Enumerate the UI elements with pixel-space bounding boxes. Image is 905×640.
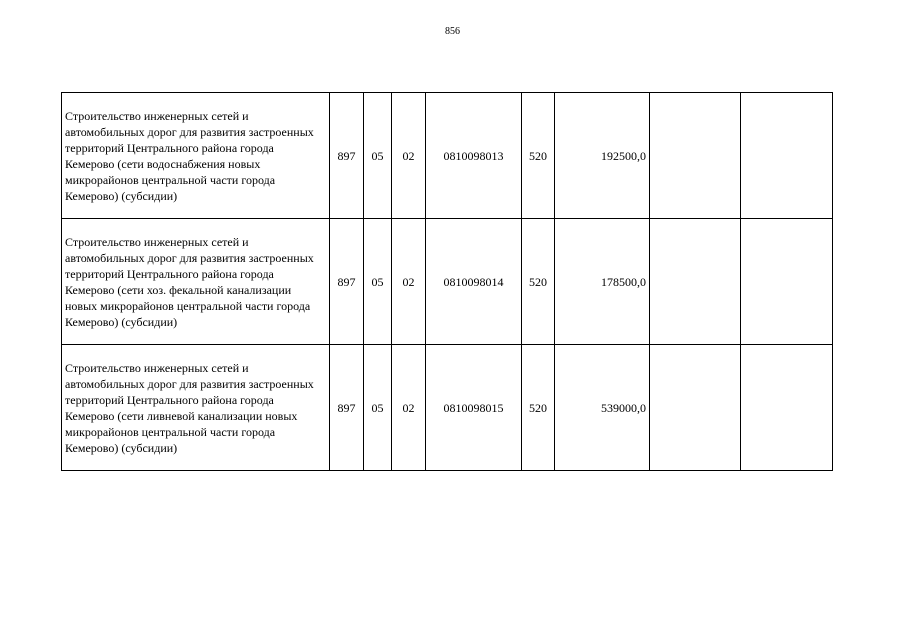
table-row [62, 345, 833, 471]
subsection-code-cell: 02 [392, 93, 426, 219]
row-name-cell: Строительство инженерных сетей и автомобильных дорог для развития застроенных территорий Центрального района города Кемерово (сети хоз. фекальной канализации новых микрорайонов центральной части города Кемерово) (субсидии) [62, 219, 330, 345]
empty-cell [650, 345, 741, 471]
table-row [62, 93, 833, 219]
target-article-cell: 0810098015 [426, 345, 522, 471]
empty-cell [741, 219, 833, 345]
target-article-cell: 0810098014 [426, 219, 522, 345]
expense-type-cell: 520 [522, 345, 555, 471]
section-code-cell: 05 [364, 93, 392, 219]
empty-cell [650, 219, 741, 345]
page-number: 856 [445, 26, 460, 37]
empty-cell [741, 93, 833, 219]
ministry-code-cell: 897 [330, 345, 364, 471]
subsection-code-cell: 02 [392, 219, 426, 345]
amount-cell: 192500,0 [555, 93, 650, 219]
amount-cell: 178500,0 [555, 219, 650, 345]
amount-cell: 539000,0 [555, 345, 650, 471]
empty-cell [741, 345, 833, 471]
ministry-code-cell: 897 [330, 93, 364, 219]
empty-cell [650, 93, 741, 219]
table-row [62, 219, 833, 345]
row-name-cell: Строительство инженерных сетей и автомобильных дорог для развития застроенных территорий Центрального района города Кемерово (сети ливневой канализации новых микрорайонов центральной части города Кемерово) (субсидии) [62, 345, 330, 471]
section-code-cell: 05 [364, 219, 392, 345]
expense-type-cell: 520 [522, 219, 555, 345]
target-article-cell: 0810098013 [426, 93, 522, 219]
expense-type-cell: 520 [522, 93, 555, 219]
row-name-cell: Строительство инженерных сетей и автомобильных дорог для развития застроенных территорий Центрального района города Кемерово (сети водоснабжения новых микрорайонов центральной части города Кемерово) (субсидии) [62, 93, 330, 219]
budget-table [61, 92, 833, 471]
ministry-code-cell: 897 [330, 219, 364, 345]
section-code-cell: 05 [364, 345, 392, 471]
subsection-code-cell: 02 [392, 345, 426, 471]
